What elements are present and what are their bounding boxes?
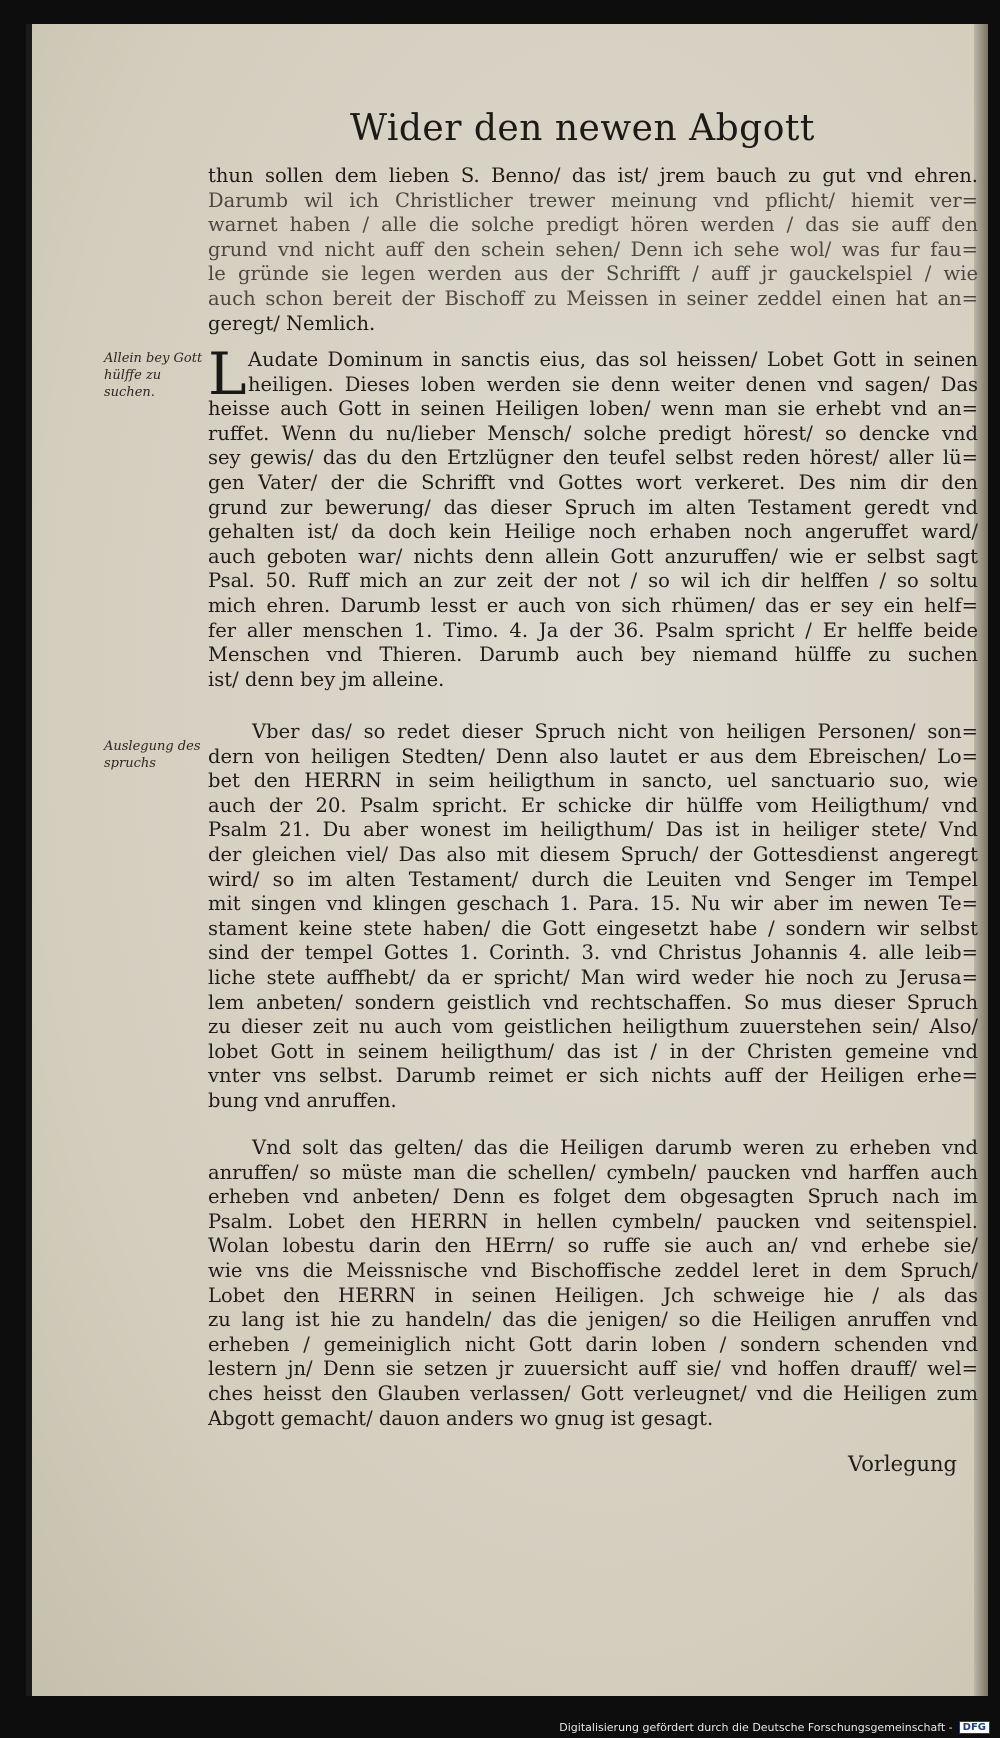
text-line: zu dieser zeit nu auch vom geistlichen heiligthum zuuerstehen sein/ Also/: [208, 1015, 978, 1039]
text-line: Darumb wil ich Christlicher trewer meinung vnd pflicht/ hiemit ver=: [208, 188, 978, 212]
text-line: zu lang ist hie zu handeln/ das die jenigen/ so die Heiligen anruffen vnd: [208, 1308, 978, 1332]
text-line: wie vns die Meissnische vnd Bischoffische zeddel leret in dem Spruch/: [208, 1258, 978, 1282]
intro-paragraph: [208, 164, 978, 336]
margin-note-1: Allein bey Gott hülffe zu suchen.: [104, 351, 203, 400]
text-line: ist/ denn bey jm alleine.: [208, 667, 445, 691]
catchword: Vorlegung: [848, 1452, 957, 1476]
running-header: Wider den newen Abgott: [350, 108, 815, 149]
drop-cap: L: [208, 340, 247, 408]
text-line: grund vnd nicht auff den schein sehen/ Denn ich sehe wol/ was fur fau=: [208, 237, 978, 261]
text-line: auch geboten war/ nichts denn allein Gott anzuruffen/ wie er selbst sagt: [208, 544, 978, 568]
text-line: le gründe sie legen werden aus der Schrifft / auff jr gauckelspiel / wie: [208, 262, 978, 286]
text-line: lobet Gott in seinem heiligthum/ das ist / in der Christen gemeine vnd: [208, 1039, 978, 1063]
text-line: der gleichen viel/ Das also mit diesem Spruch/ der Gottesdienst angeregt: [208, 842, 978, 866]
paragraph-laudate: [208, 340, 978, 692]
text-line: gehalten ist/ da doch kein Heilige noch erhaben noch angeruffet ward/: [208, 520, 978, 544]
text-line: Psalm 21. Du aber wonest im heiligthum/ Das ist in heiliger stete/ Vnd: [208, 818, 978, 842]
text-line: ruffet. Wenn du nu/lieber Mensch/ solche predigt hörest/ so dencke vnd: [208, 421, 978, 445]
text-line: Abgott gemacht/ dauon anders wo gnug ist gesagt.: [208, 1406, 714, 1430]
text-line: Lobet den HERRN in seinen Heiligen. Jch schweige hie / als das: [208, 1283, 978, 1307]
text-line: auch der 20. Psalm spricht. Er schicke dir hülffe vom Heiligthum/ vnd: [208, 793, 978, 817]
text-line: liche stete auffhebt/ da er spricht/ Man wird weder hie noch zu Jerusa=: [208, 965, 978, 989]
text-line: heiligen. Dieses loben werden sie denn weiter denen vnd sagen/ Das: [248, 372, 978, 396]
text-line: bet den HERRN in seim heiligthum in sancto, uel sanctuario suo, wie: [208, 769, 978, 793]
text-line: vnter vns selbst. Darumb reimet er sich nichts auff der Heiligen erhe=: [208, 1064, 978, 1088]
text-line: warnet haben / alle die solche predigt hören werden / das sie auff den: [208, 213, 978, 237]
text-line: Wolan lobestu darin den HErrn/ so ruffe sie auch an/ vnd erhebe sie/: [208, 1234, 978, 1258]
text-line: thun sollen dem lieben S. Benno/ das ist/ jrem bauch zu gut vnd ehren.: [208, 164, 978, 187]
text-line: ches heisst den Glauben verlassen/ Gott verleugnet/ vnd die Heiligen zum: [208, 1381, 978, 1405]
text-line: wird/ so im alten Testament/ durch die Leuiten vnd Senger im Tempel: [208, 867, 978, 891]
text-line: lem anbeten/ sondern geistlich vnd rechtschaffen. So mus dieser Spruch: [208, 990, 978, 1014]
footer-text: Digitalisierung gefördert durch die Deutsche Forschungsgemeinschaft -: [559, 1721, 953, 1734]
text-line: auch schon bereit der Bischoff zu Meissen in seiner zeddel einen hat an=: [208, 286, 978, 310]
text-line: gen Vater/ der die Schrifft vnd Gottes wort verkeret. Des nim dir den: [208, 470, 978, 494]
text-line: erheben vnd anbeten/ Denn es folget dem obgesagten Spruch nach im: [208, 1185, 978, 1209]
text-line: mit singen vnd klingen geschach 1. Para. 15. Nu wir aber im newen Te=: [208, 892, 978, 916]
text-line: Psal. 50. Ruff mich an zur zeit der not / so wil ich dir helffen / so soltu: [208, 569, 978, 593]
text-line: sind der tempel Gottes 1. Corinth. 3. vnd Christus Johannis 4. alle leib=: [208, 941, 978, 965]
text-line: bung vnd anruffen.: [208, 1088, 397, 1112]
paragraph-vnd-solt: [208, 1136, 978, 1431]
text-line: Vnd solt das gelten/ das die Heiligen darumb weren zu erheben vnd: [252, 1136, 978, 1159]
text-line: Vber das/ so redet dieser Spruch nicht von heiligen Personen/ son=: [252, 720, 978, 743]
text-line: stament keine stete haben/ die Gott eingesetzt habe / sondern wir selbst: [208, 916, 978, 940]
text-line: geregt/ Nemlich.: [208, 311, 376, 335]
text-line: sey gewis/ das du den Ertzlügner den teufel selbst reden hörest/ aller lü=: [208, 446, 978, 470]
text-line: Audate Dominum in sanctis eius, das sol heissen/ Lobet Gott in seinen: [248, 348, 978, 371]
text-line: grund zur bewerung/ das dieser Spruch im alten Testament geredt vnd: [208, 495, 978, 519]
dfg-logo: DFG: [959, 1721, 990, 1734]
text-line: lestern jn/ Denn sie setzen jr zuuersicht auff sie/ vnd hoffen drauff/ wel=: [208, 1357, 978, 1381]
text-line: Psalm. Lobet den HERRN in hellen cymbeln/ paucken vnd seitenspiel.: [208, 1209, 978, 1233]
margin-note-2: Auslegung des spruchs: [104, 739, 201, 771]
text-line: dern von heiligen Stedten/ Denn also lautet er aus dem Ebreischen/ Lo=: [208, 744, 978, 768]
text-line: mich ehren. Darumb lesst er auch von sich rhümen/ das er sey ein helf=: [208, 593, 978, 617]
text-line: heisse auch Gott in seinen Heiligen loben/ wenn man sie erhebt vnd an=: [208, 397, 978, 421]
paragraph-vber-das: [208, 720, 978, 1114]
text-line: Menschen vnd Thieren. Darumb auch bey niemand hülffe zu suchen: [208, 643, 978, 667]
text-line: erheben / gemeiniglich nicht Gott darin loben / sondern schenden vnd: [208, 1332, 978, 1356]
page-gutter-shadow: [26, 24, 32, 1696]
digitization-footer: [559, 1721, 990, 1734]
text-line: anruffen/ so müste man die schellen/ cymbeln/ paucken vnd harffen auch: [208, 1160, 978, 1184]
text-line: fer aller menschen 1. Timo. 4. Ja der 36. Psalm spricht / Er helffe beide: [208, 618, 978, 642]
